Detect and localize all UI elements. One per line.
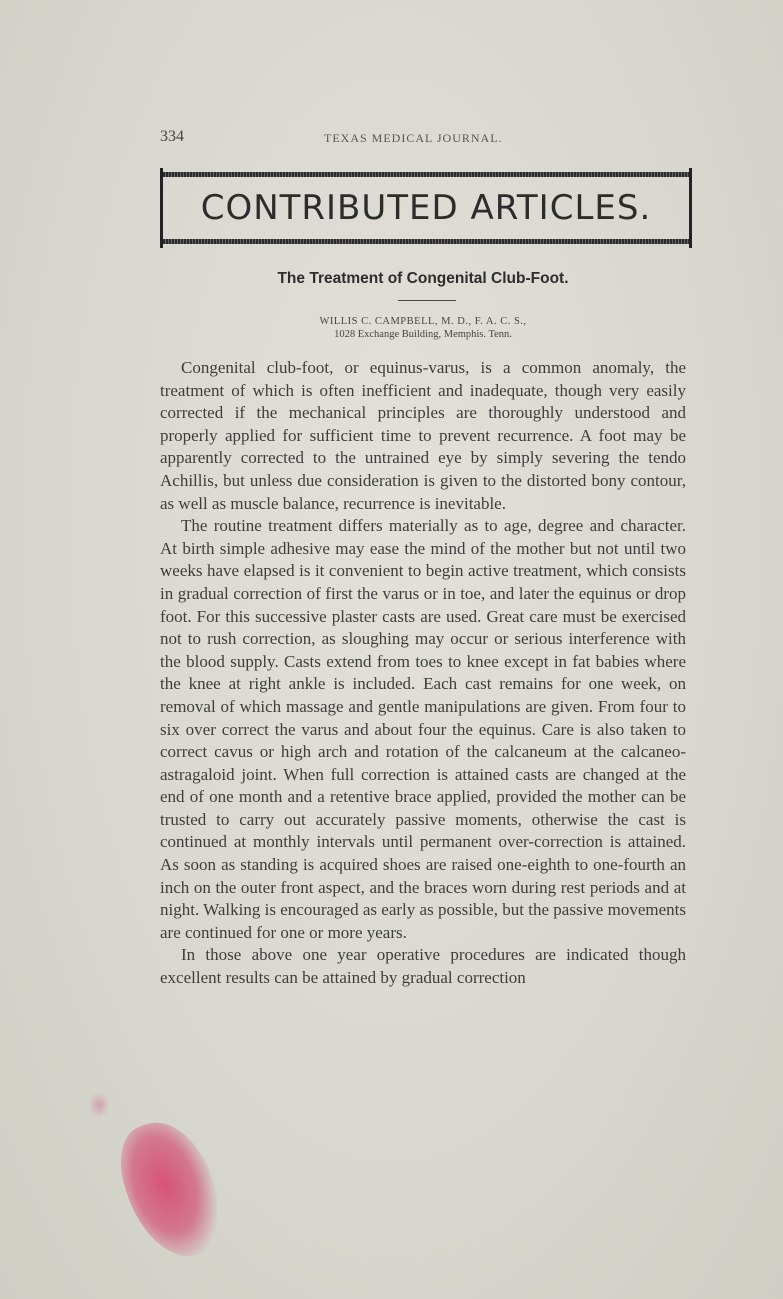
section-heading: CONTRIBUTED ARTICLES. bbox=[200, 188, 652, 228]
paragraph: The routine treatment differs materially as to age, degree and character. At birth simple adhesive may ease the mind of the mother but not until two weeks have elapsed is it convenient to begin active treatment, which consists in gradual correction of first the varus or in toe, and later the equinus or drop foot. For this successive plaster casts are used. Great care must be exercised not to rush correction, as sloughing may occur or serious interference with the blood supply. Casts extend from toes to knee except in fat babies where the knee at right ankle is included. Each cast remains for one week, on removal of which massage and gentle manipulations are given. From four to six over correct the varus and about four the equinus. Care is also taken to correct cavus or high arch and rotation of the calcaneum at the calcaneo-astragaloid joint. When full correction is attained casts are changed at the end of one month and a retentive brace applied, provided the mother can be trusted to carry out accurately passive moments, otherwise the cast is continued at monthly intervals until permanent over-correction is attained. As soon as standing is acquired shoes are raised one-eighth to one-fourth an inch on the outer front aspect, and the braces worn during rest periods and at night. Walking is encouraged as early as possible, but the passive movements are continued for one or more years. bbox=[160, 516, 686, 942]
author-address: 1028 Exchange Building, Memphis. Tenn. bbox=[334, 329, 512, 340]
ink-stain-small bbox=[88, 1092, 110, 1118]
section-banner bbox=[160, 168, 692, 248]
article-title: The Treatment of Congenital Club-Foot. bbox=[277, 270, 569, 287]
banner-top-rule bbox=[163, 172, 689, 177]
paragraph: Congenital club-foot, or equinus-varus, is a common anomaly, the treatment of which is often inefficient and inadequate, though very easily corrected if the mechanical principles are thoroughly understood and properly applied for sufficient time to prevent recurrence. A foot may be apparently corrected to the untrained eye by simply severing the tendo Achillis, but unless due consideration is given to the distorted bony contour, as well as muscle balance, recurrence is inevitable. bbox=[160, 358, 686, 513]
article-body bbox=[160, 357, 686, 990]
title-divider bbox=[398, 300, 456, 301]
ink-stain bbox=[108, 1110, 233, 1270]
running-head bbox=[160, 128, 690, 150]
page-number: 334 bbox=[160, 128, 184, 145]
paragraph: In those above one year operative procedures are indicated though excellent results can be attained by gradual correction bbox=[160, 945, 686, 988]
article-author: WILLIS C. CAMPBELL, M. D., F. A. C. S., bbox=[319, 316, 527, 327]
journal-title: TEXAS MEDICAL JOURNAL. bbox=[324, 131, 503, 145]
banner-bottom-rule bbox=[163, 239, 689, 244]
